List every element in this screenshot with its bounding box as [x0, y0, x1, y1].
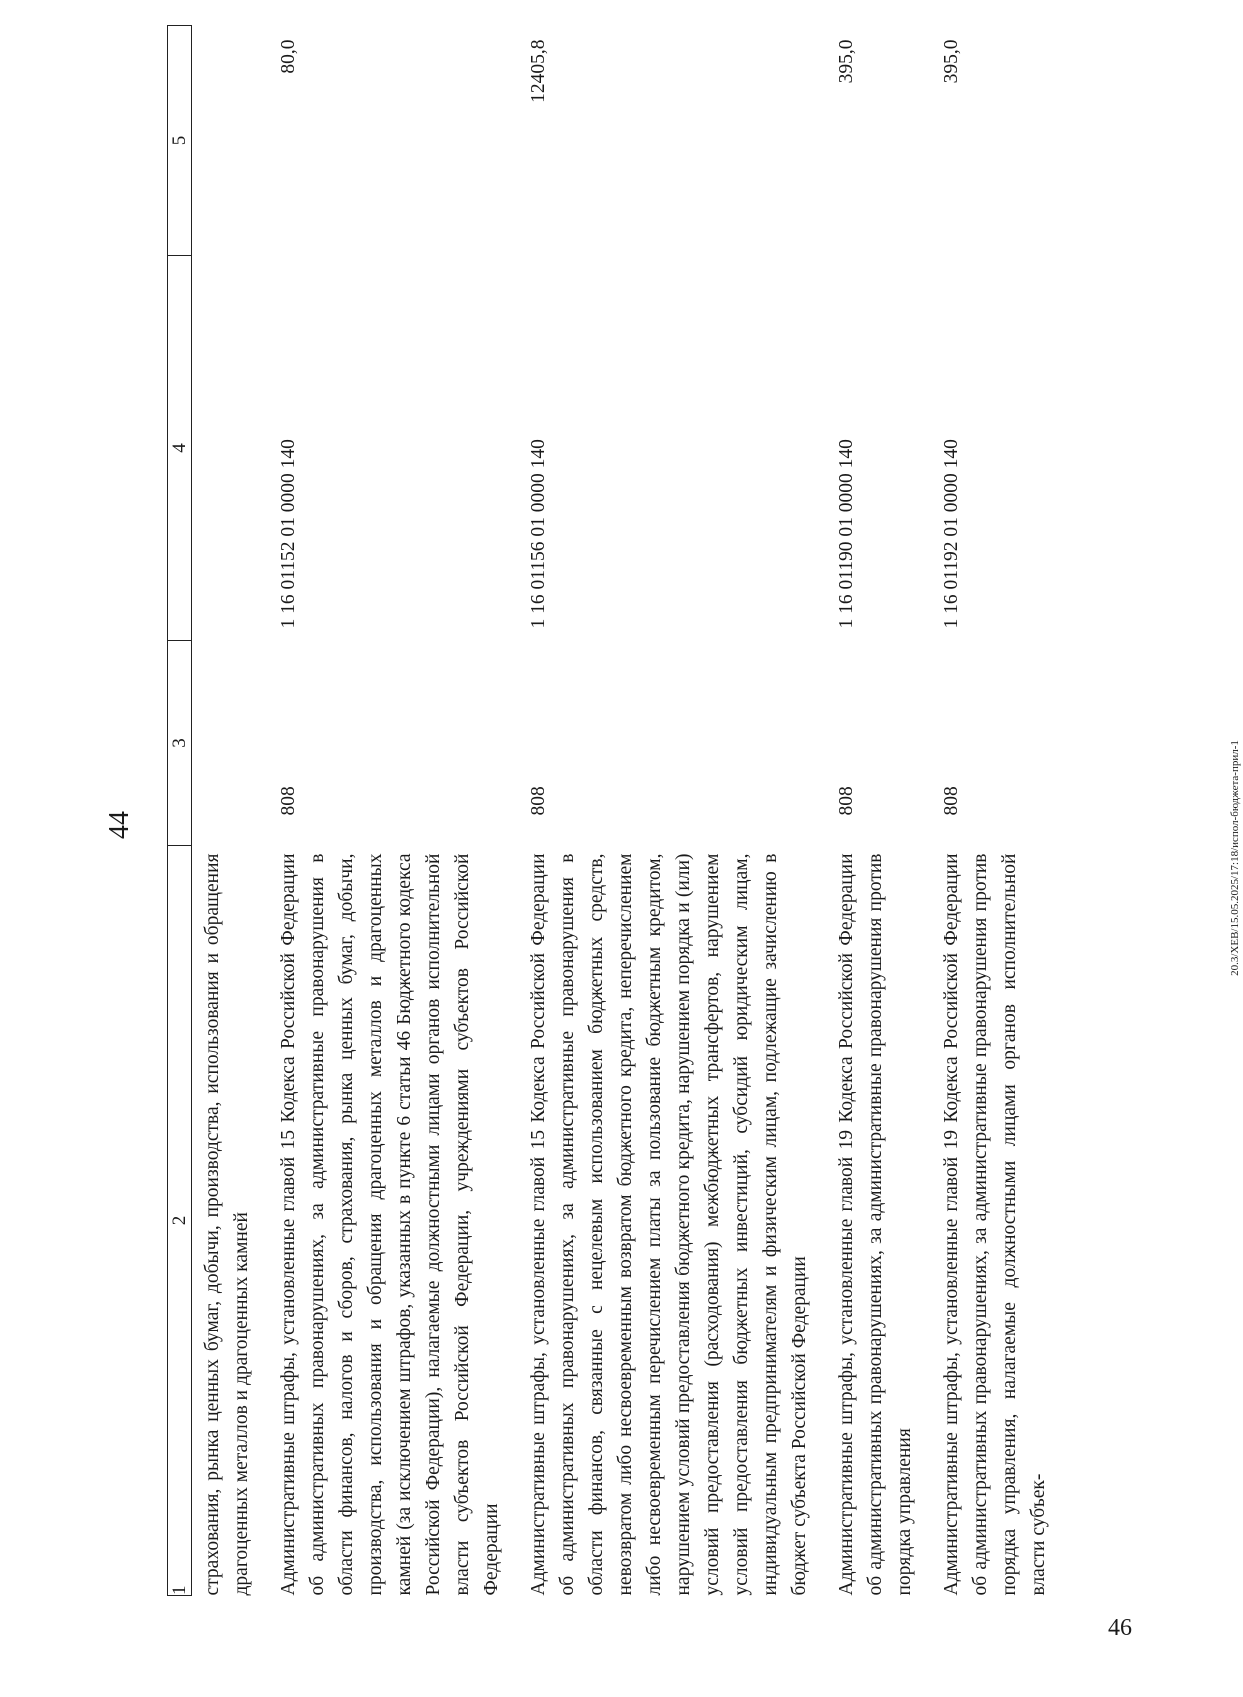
table-row — [826, 26, 931, 1596]
row-admin-code: 808 — [941, 786, 962, 816]
row-admin-code: 808 — [528, 786, 549, 816]
scan-page-number: 46 — [1108, 1615, 1132, 1641]
revenue-table — [167, 26, 1049, 1596]
row-admin-code — [192, 641, 269, 846]
row-budget-code: 1 16 01156 01 0000 140 — [528, 439, 549, 629]
table-row — [268, 26, 518, 1596]
header-col-3: 3 — [168, 641, 192, 846]
page-number: 44 — [104, 811, 135, 839]
row-description: Административные штрафы, установленные главой 19 Кодекса Российской Федерации об административных правонарушениях, за административные правонарушения против порядка управления, налагаемые должностными лицами органов исполнительной власти субъек- — [941, 853, 1049, 1596]
table-row — [518, 26, 826, 1596]
table-row — [192, 26, 269, 1596]
revenue-table-grid — [167, 25, 1065, 1596]
row-description: страхования, рынка ценных бумаг, добычи, производства, использования и обращения драгоценных металлов и драгоценных камней — [202, 853, 252, 1596]
row-description: Административные штрафы, установленные главой 19 Кодекса Российской Федерации об административных правонарушениях, за административные правонарушения против порядка управления — [836, 853, 915, 1596]
row-amount: 395,0 — [941, 39, 962, 84]
row-budget-code: 1 16 01192 01 0000 140 — [941, 439, 962, 629]
row-amount: 12405,8 — [528, 39, 549, 103]
row-description: Административные штрафы, установленные главой 15 Кодекса Российской Федерации об административных правонарушениях, за административные правонарушения в области финансов, связанные с нецелевым использованием бюджетных средств, невозвратом либо несвоевременным возвратом бюджетного кредита, неперечислением либо несвоевременным перечислением платы за пользование бюджетным кредитом, нарушением условий предоставления бюджетного кредита, нарушением порядка и (или) условий предоставления (расходования) межбюджетных трансфертов, нарушением условий предоставления бюджетных инвестиций, субсидий юридическим лицам, индивидуальным предпринимателям и физическим лицам, подлежащие зачислению в бюджет субъекта Российской Федерации — [528, 853, 810, 1596]
row-amount — [192, 26, 269, 256]
row-budget-code: 1 16 01152 01 0000 140 — [278, 439, 299, 629]
table-row — [931, 26, 1065, 1596]
row-description: Административные штрафы, установленные главой 15 Кодекса Российской Федерации об административных правонарушениях, за административные правонарушения в области финансов, налогов и сборов, страхования, рынка ценных бумаг, добычи, производства, использования и обращения драгоценных металлов и драгоценных камней (за исключением штрафов, указанных в пункте 6 статьи 46 Бюджетного кодекса Российской Федерации), налагаемые должностными лицами органов исполнительной власти субъектов Российской Федерации, учреждениями субъектов Российской Федерации — [278, 853, 502, 1596]
header-col-4: 4 — [168, 256, 192, 641]
document-footer-code: 20.3/XEB/15.05.2025/17:18/испол-бюджета-прил-1 — [1229, 740, 1241, 976]
row-admin-code: 808 — [278, 786, 299, 816]
row-amount: 80,0 — [278, 39, 299, 74]
table-header-row: 1 2 3 4 5 — [168, 26, 192, 1596]
row-admin-code: 808 — [836, 786, 857, 816]
row-budget-code — [192, 256, 269, 641]
header-col-2: 2 — [168, 846, 192, 1596]
row-amount: 395,0 — [836, 39, 857, 84]
header-col-5: 5 — [168, 26, 192, 256]
row-budget-code: 1 16 01190 01 0000 140 — [836, 439, 857, 629]
